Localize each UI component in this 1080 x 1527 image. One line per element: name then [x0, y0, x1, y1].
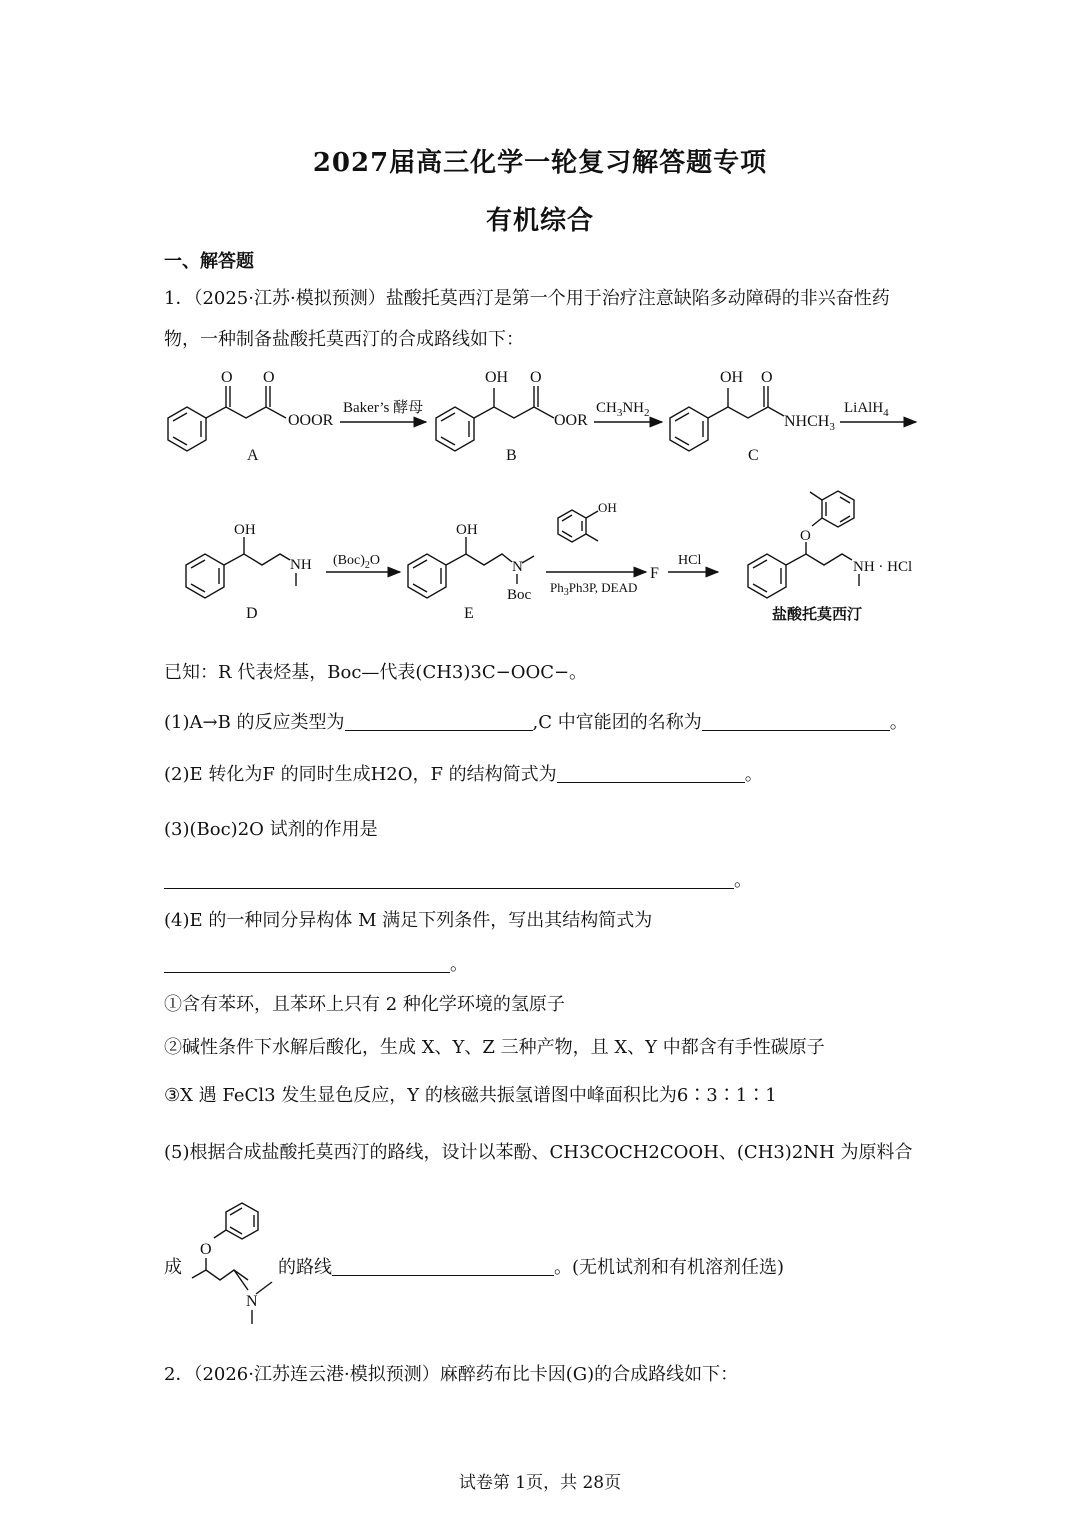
svg-text:CH3NH2: $CH_3NH_2$: [596, 400, 650, 419]
compound-e: [408, 522, 534, 622]
svg-text:OH: OH: [485, 369, 509, 386]
q1-sub2: (2)E 转化为F 的同时生成H2O，F 的结构简式为 。: [164, 764, 763, 785]
answer-blank-3[interactable]: [557, 764, 745, 783]
svg-text:OH: OH: [598, 500, 617, 515]
svg-text:O: O: [761, 369, 773, 386]
answer-blank-1[interactable]: [345, 712, 533, 731]
o-cresol-reagent: [558, 500, 617, 542]
svg-text:O: O: [263, 369, 275, 386]
q1-known: 已知：R 代表烃基，Boc—代表(CH3)3C−OOC−。: [164, 662, 588, 683]
svg-text:OH: OH: [720, 369, 744, 386]
svg-text:OH: OH: [456, 522, 478, 538]
q1-sub4-answer: 。: [164, 950, 468, 976]
q1-intro-line1: 1．（2025·江苏·模拟预测）盐酸托莫西汀是第一个用于治疗注意缺陷多动障碍的非兴奋性药: [164, 288, 890, 309]
group-nh-hcl: NH · HCl: [853, 559, 913, 575]
page-title: 2027届高三化学一轮复习解答题专项: [312, 148, 768, 178]
label-a: A: [247, 447, 259, 464]
group-oor: OOR: [554, 412, 588, 429]
target-molecule: [186, 1190, 286, 1330]
answer-blank-5[interactable]: [164, 954, 450, 973]
label-f: F: [650, 565, 659, 582]
page-subtitle: 有机综合: [485, 206, 594, 236]
answer-blank-6[interactable]: [332, 1257, 554, 1276]
q1-sub5-route: 的路线 。(无机试剂和有机溶剂任选): [278, 1257, 785, 1278]
svg-text:LiAlH4: LiAlH$_4$: [844, 400, 889, 419]
group-nhch3: $NHCH_3$: [784, 413, 835, 433]
svg-text:O: O: [221, 369, 233, 386]
q1-condition-3: ③X 遇 FeCl3 发生显色反应，Y 的核磁共振氢谱图中峰面积比为6∶3∶1∶1: [164, 1085, 777, 1106]
svg-text:Ph3Ph3P, DEAD: $Ph_3Ph3P$, DEAD: [550, 580, 638, 598]
q1-sub5: (5)根据合成盐酸托莫西汀的路线，设计以苯酚、CH3COCH2COOH、(CH3)2NH 为原料合: [164, 1142, 913, 1163]
svg-text:O: O: [530, 369, 542, 386]
synthesis-scheme: [150, 360, 930, 640]
page-footer: 试卷第 1页，共 28页: [458, 1473, 622, 1493]
group-oooor: OOOR: [288, 412, 334, 429]
answer-blank-2[interactable]: [702, 712, 890, 731]
svg-text:O: O: [200, 1241, 212, 1258]
compound-tomoxetine-hcl: [748, 491, 912, 623]
compound-c: [670, 369, 835, 464]
q1-sub3: (3)(Boc)2O 试剂的作用是: [164, 819, 378, 840]
section-heading: 一、解答题: [164, 251, 254, 272]
q1-intro-line2: 物，一种制备盐酸托莫西汀的合成路线如下：: [164, 329, 524, 350]
compound-d: [186, 522, 312, 622]
reagent-bakers-yeast: Baker’s 酵母: [343, 400, 424, 416]
label-c: C: [748, 447, 759, 464]
q1-sub1: (1)A→B 的反应类型为 ,C 中官能团的名称为 。: [164, 712, 908, 733]
answer-blank-4[interactable]: [164, 870, 734, 889]
q1-sub5-cheng: 成: [164, 1257, 182, 1278]
group-boc: Boc: [507, 587, 532, 603]
label-tomoxetine: 盐酸托莫西汀: [772, 607, 863, 623]
label-e: E: [464, 605, 474, 622]
svg-text:OH: OH: [234, 522, 256, 538]
q1-sub3-answer: 。: [164, 866, 752, 892]
svg-text:NH: NH: [290, 557, 312, 573]
q2-intro: 2．（2026·江苏连云港·模拟预测）麻醉药布比卡因(G)的合成路线如下：: [164, 1364, 739, 1385]
label-d: D: [246, 605, 258, 622]
compound-a: [168, 369, 334, 464]
compound-b: [436, 369, 588, 464]
svg-text:(Boc)2O: $(Boc)_2O$: [333, 553, 381, 571]
reagent-hcl: HCl: [678, 553, 702, 568]
svg-text:O: O: [800, 528, 811, 544]
svg-text:N: N: [246, 1293, 258, 1310]
q1-sub4: (4)E 的一种同分异构体 M 满足下列条件，写出其结构简式为: [164, 910, 653, 931]
q1-condition-2: ②碱性条件下水解后酸化，生成 X、Y、Z 三种产物，且 X、Y 中都含有手性碳原子: [164, 1037, 825, 1058]
q1-condition-1: ①含有苯环，且苯环上只有 2 种化学环境的氢原子: [164, 994, 565, 1015]
label-b: B: [506, 447, 517, 464]
svg-text:N: N: [512, 559, 523, 575]
